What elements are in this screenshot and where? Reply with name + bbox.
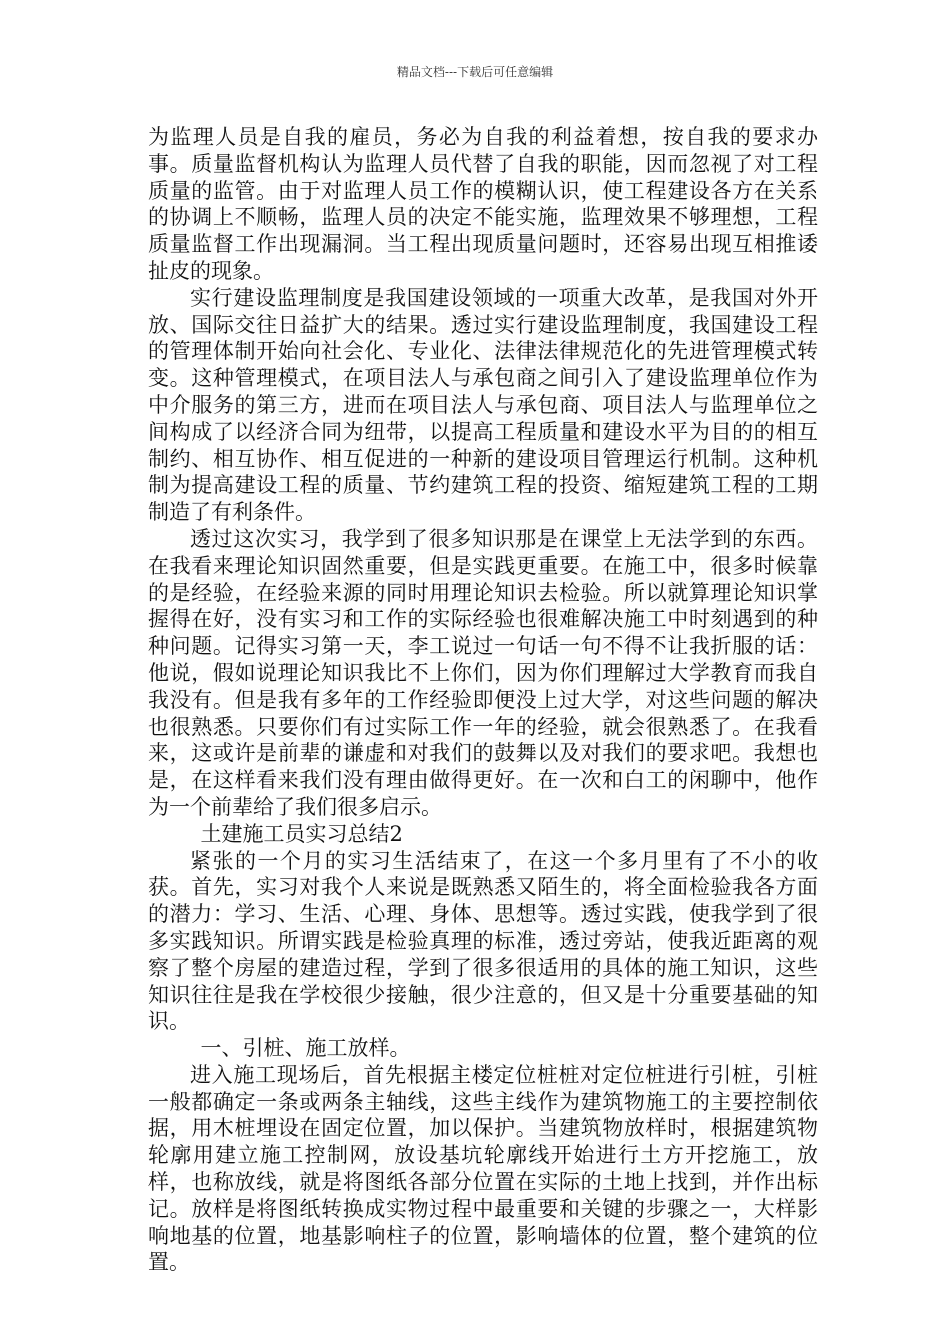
paragraph-3: 透过这次实习，我学到了很多知识那是在课堂上无法学到的东西。在我看来理论知识固然重要，但是实践更重要。在施工中，很多时候靠的是经验，在经验来源的同时用理论知识去检验。所以就算理论知识掌握得在好，没有实习和工作的实际经验也很难解决施工中时刻遇到的种种问题。记得实习第一天，李工说过一句话一句不得不让我折服的话：他说，假如说理论知识我比不上你们，因为你们理解过大学教育而我自我没有。但是我有多年的工作经验即便没上过大学，对这些问题的解决也很熟悉。只要你们有过实际工作一年的经验，就会很熟悉了。在我看来，这或许是前辈的谦虚和对我们的鼓舞以及对我们的要求吧。我想也是，在这样看来我们没有理由做得更好。在一次和白工的闲聊中，他作为一个前辈给了我们很多启示。 (148, 526, 818, 819)
page-header: 精品文档---下载后可任意编辑 (396, 65, 554, 79)
subsection-title-1: 一、引桩、施工放样。 (200, 1036, 411, 1061)
section-title-2: 土建施工员实习总结2 (200, 821, 403, 846)
paragraph-4: 紧张的一个月的实习生活结束了，在这一个多月里有了不小的收获。首先，实习对我个人来说是既熟悉又陌生的，将全面检验我各方面的潜力：学习、生活、心理、身体、思想等。透过实践，使我学到了很多实践知识。所谓实践是检验真理的标准，透过旁站，使我近距离的观察了整个房屋的建造过程，学到了很多很适用的具体的施工知识，这些知识往往是我在学校很少接触，很少注意的，但又是十分重要基础的知识。 (148, 848, 818, 1034)
paragraph-1: 为监理人员是自我的雇员，务必为自我的利益着想，按自我的要求办事。质量监督机构认为监理人员代替了自我的职能，因而忽视了对工程质量的监管。由于对监理人员工作的模糊认识，使工程建设各方在关系的协调上不顺畅，监理人员的决定不能实施，监理效果不够理想，工程质量监督工作出现漏洞。当工程出现质量问题时，还容易出现互相推诿扯皮的现象。 (148, 125, 818, 283)
document-body (148, 124, 818, 1276)
paragraph-5: 进入施工现场后，首先根据主楼定位桩桩对定位桩进行引桩，引桩一般都确定一条或两条主轴线，这些主线作为建筑物施工的主要控制依据，用木桩埋设在固定位置，加以保护。当建筑物放样时，根据建筑物轮廓用建立施工控制网，放设基坑轮廓线开始进行土方开挖施工，放样，也称放线，就是将图纸各部分位置在实际的土地上找到，并作出标记。放样是将图纸转换成实物过程中最重要和关键的步骤之一，大样影响地基的位置，地基影响柱子的位置，影响墙体的位置，整个建筑的位置。 (148, 1062, 818, 1275)
paragraph-2: 实行建设监理制度是我国建设领域的一项重大改革，是我国对外开放、国际交往日益扩大的结果。透过实行建设监理制度，我国建设工程的管理体制开始向社会化、专业化、法律法律规范化的先进管理模式转变。这种管理模式，在项目法人与承包商之间引入了建设监理单位作为中介服务的第三方，进而在项目法人与承包商、项目法人与监理单位之间构成了以经济合同为纽带，以提高工程质量和建设水平为目的的相互制约、相互协作、相互促进的一种新的建设项目管理运行机制。这种机制为提高建设工程的质量、节约建筑工程的投资、缩短建筑工程的工期制造了有利条件。 (148, 285, 818, 525)
